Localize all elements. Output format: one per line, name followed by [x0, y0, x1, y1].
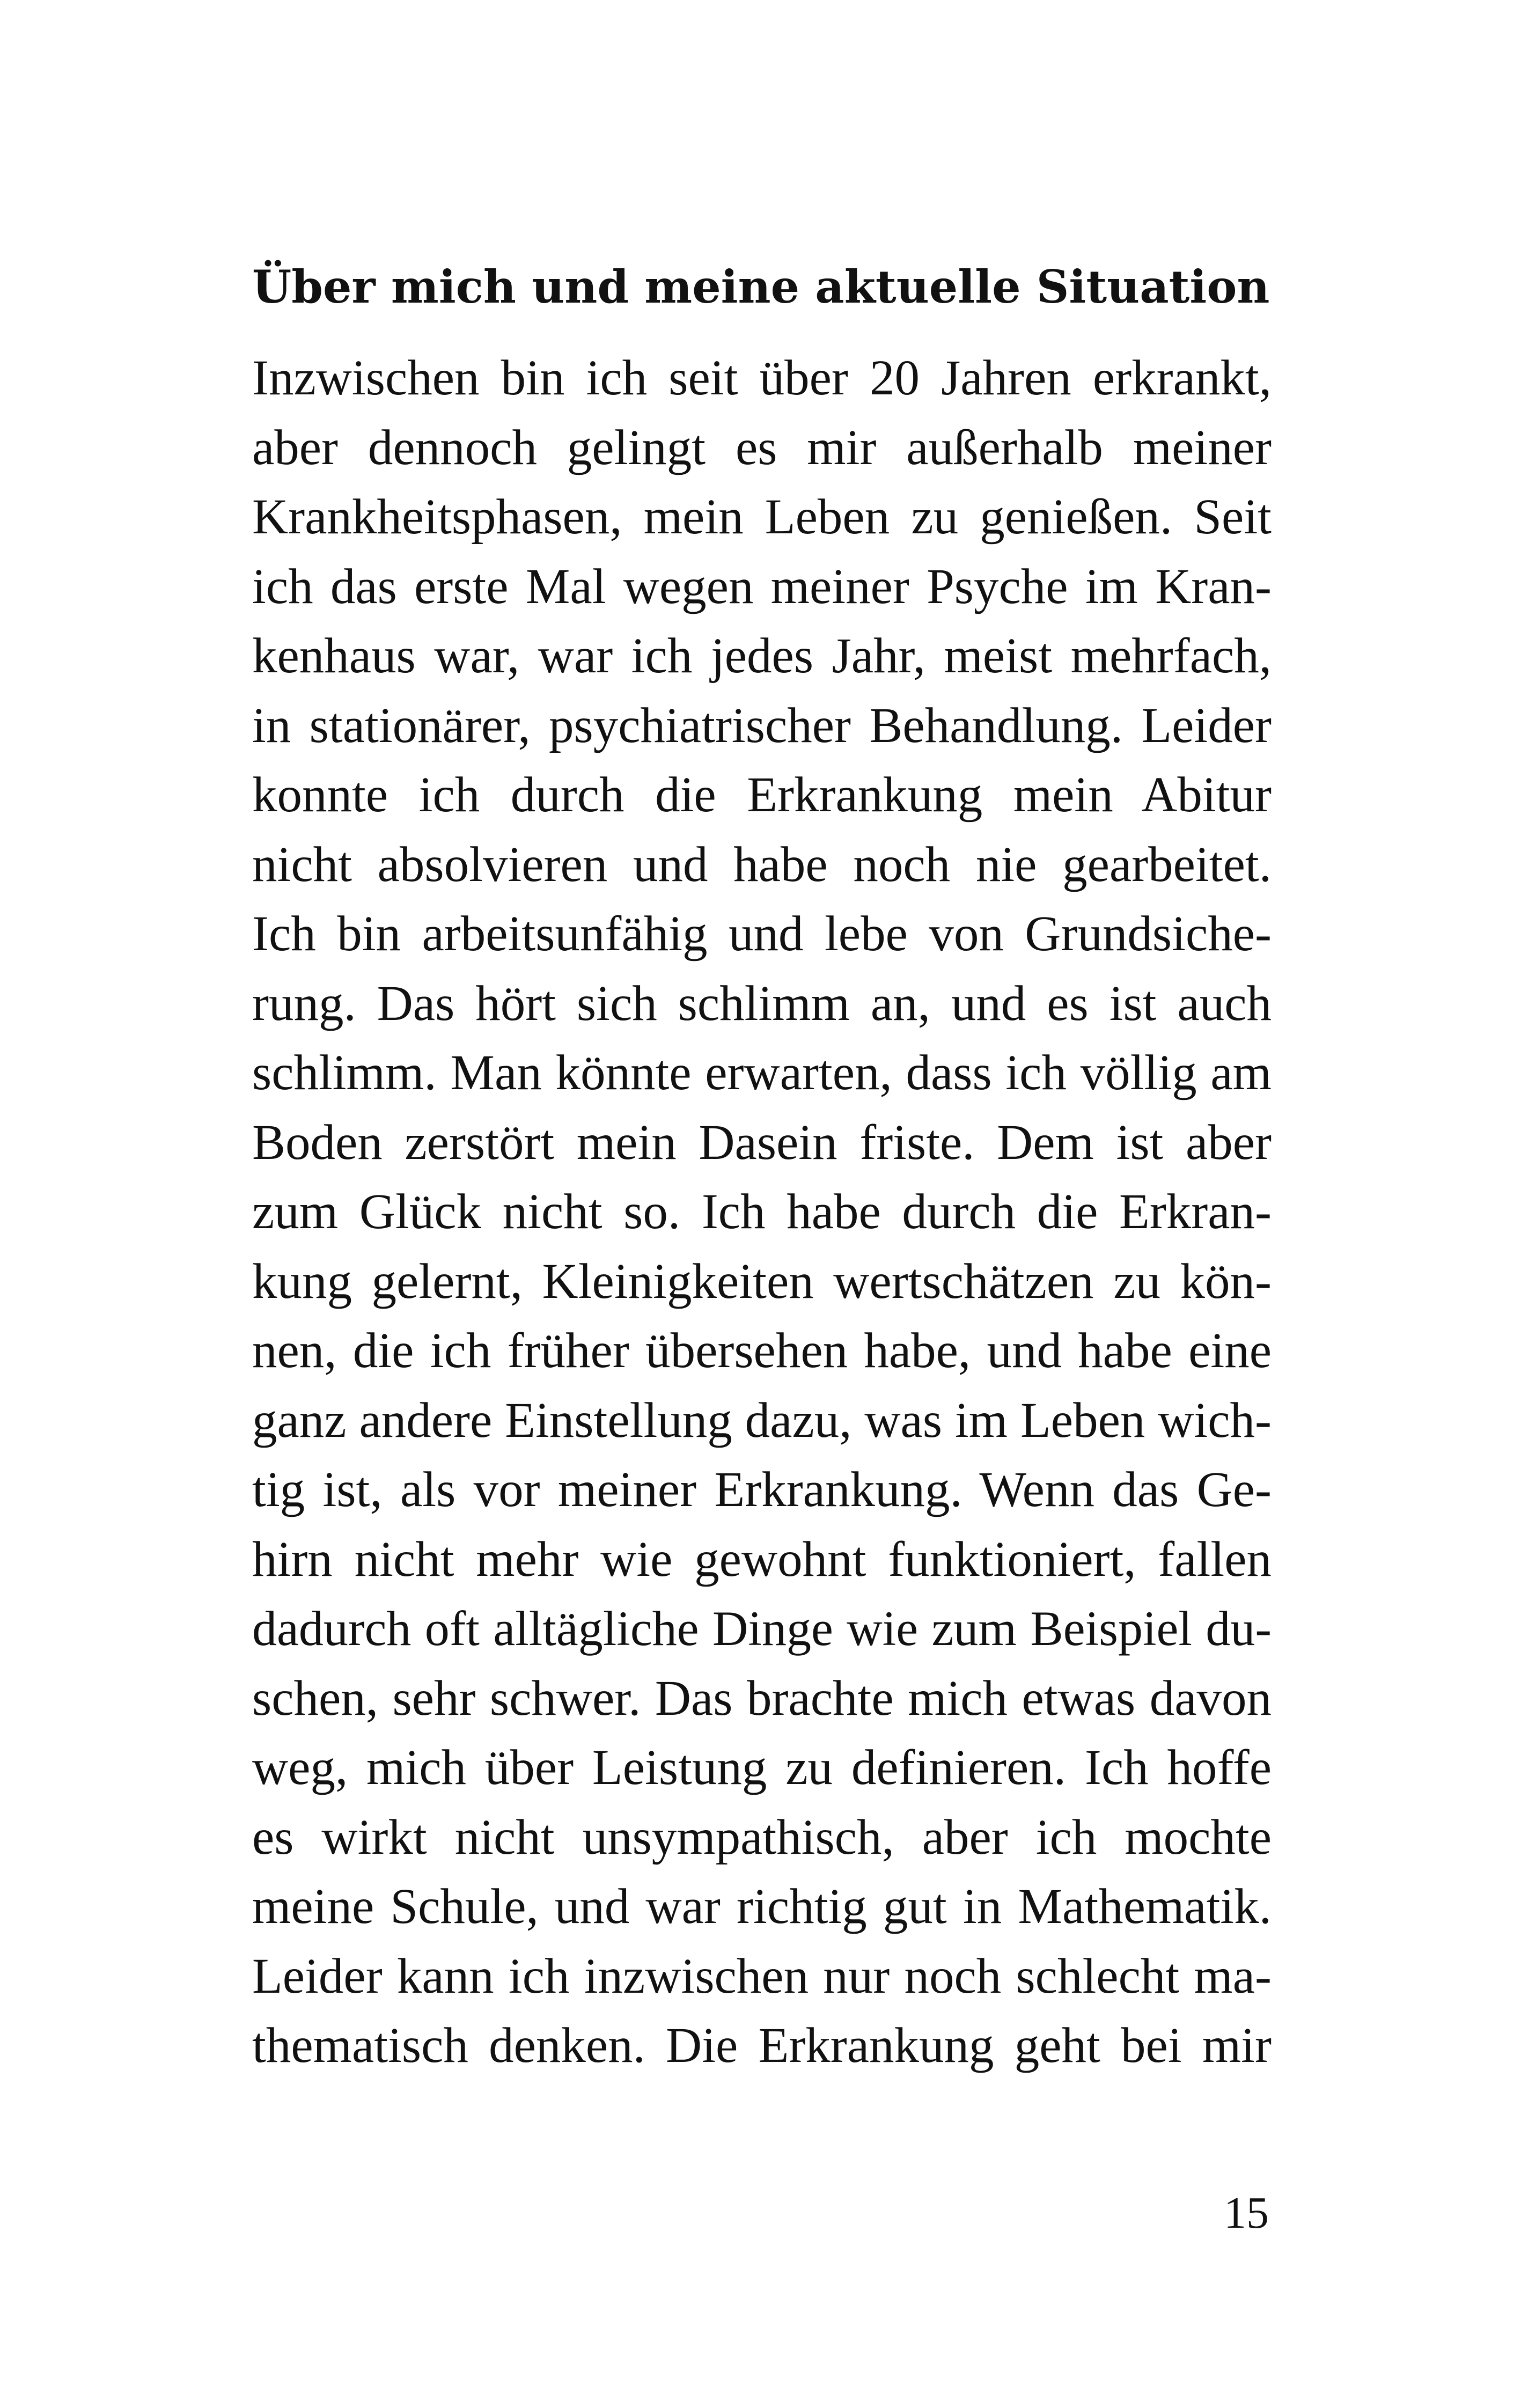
text-line: thematisch denken. Die Erkrankung geht bei mir: [252, 2018, 1272, 2073]
text-line: es wirkt nicht unsympathisch, aber ich mochte: [252, 1809, 1272, 1865]
section-heading: Über mich und meine aktuelle Situation: [252, 260, 1270, 313]
text-line: ganz andere Einstellung dazu, was im Leben wich-: [252, 1392, 1272, 1448]
text-line: nicht absolvieren und habe noch nie gearbeitet.: [252, 836, 1272, 892]
text-line: nen, die ich früher übersehen habe, und habe eine: [252, 1323, 1272, 1378]
text-line: konnte ich durch die Erkrankung mein Abitur: [252, 767, 1272, 823]
text-line: Krankheitsphasen, mein Leben zu genießen. Seit: [252, 489, 1272, 545]
text-line: hirn nicht mehr wie gewohnt funktioniert, fallen: [252, 1531, 1272, 1587]
text-line: schlimm. Man könnte erwarten, dass ich völlig am: [252, 1045, 1272, 1100]
page-number: 15: [1224, 2188, 1269, 2238]
text-line: tig ist, als vor meiner Erkrankung. Wenn das Ge-: [252, 1462, 1272, 1517]
text-line: schen, sehr schwer. Das brachte mich etwas davon: [252, 1670, 1272, 1726]
text-line: in stationärer, psychiatrischer Behandlung. Leider: [252, 698, 1272, 753]
text-line: meine Schule, und war richtig gut in Mathematik.: [252, 1879, 1272, 1934]
body-text: [252, 343, 1272, 2081]
text-line: weg, mich über Leistung zu definieren. Ich hoffe: [252, 1740, 1272, 1795]
text-line: dadurch oft alltägliche Dinge wie zum Beispiel du-: [252, 1601, 1272, 1656]
text-line: Boden zerstört mein Dasein friste. Dem ist aber: [252, 1114, 1272, 1170]
text-line: kenhaus war, war ich jedes Jahr, meist mehrfach,: [252, 628, 1272, 684]
text-line: kung gelernt, Kleinigkeiten wertschätzen zu kön-: [252, 1253, 1272, 1309]
text-line: Leider kann ich inzwischen nur noch schlecht ma-: [252, 1948, 1272, 2004]
text-line: zum Glück nicht so. Ich habe durch die Erkran-: [252, 1184, 1272, 1239]
text-line: rung. Das hört sich schlimm an, und es ist auch: [252, 975, 1272, 1031]
text-line: Inzwischen bin ich seit über 20 Jahren erkrankt,: [252, 350, 1272, 406]
text-line: Ich bin arbeitsunfähig und lebe von Grundsiche-: [252, 906, 1272, 961]
text-line: aber dennoch gelingt es mir außerhalb meiner: [252, 420, 1272, 475]
text-line: ich das erste Mal wegen meiner Psyche im Kran-: [252, 559, 1272, 614]
